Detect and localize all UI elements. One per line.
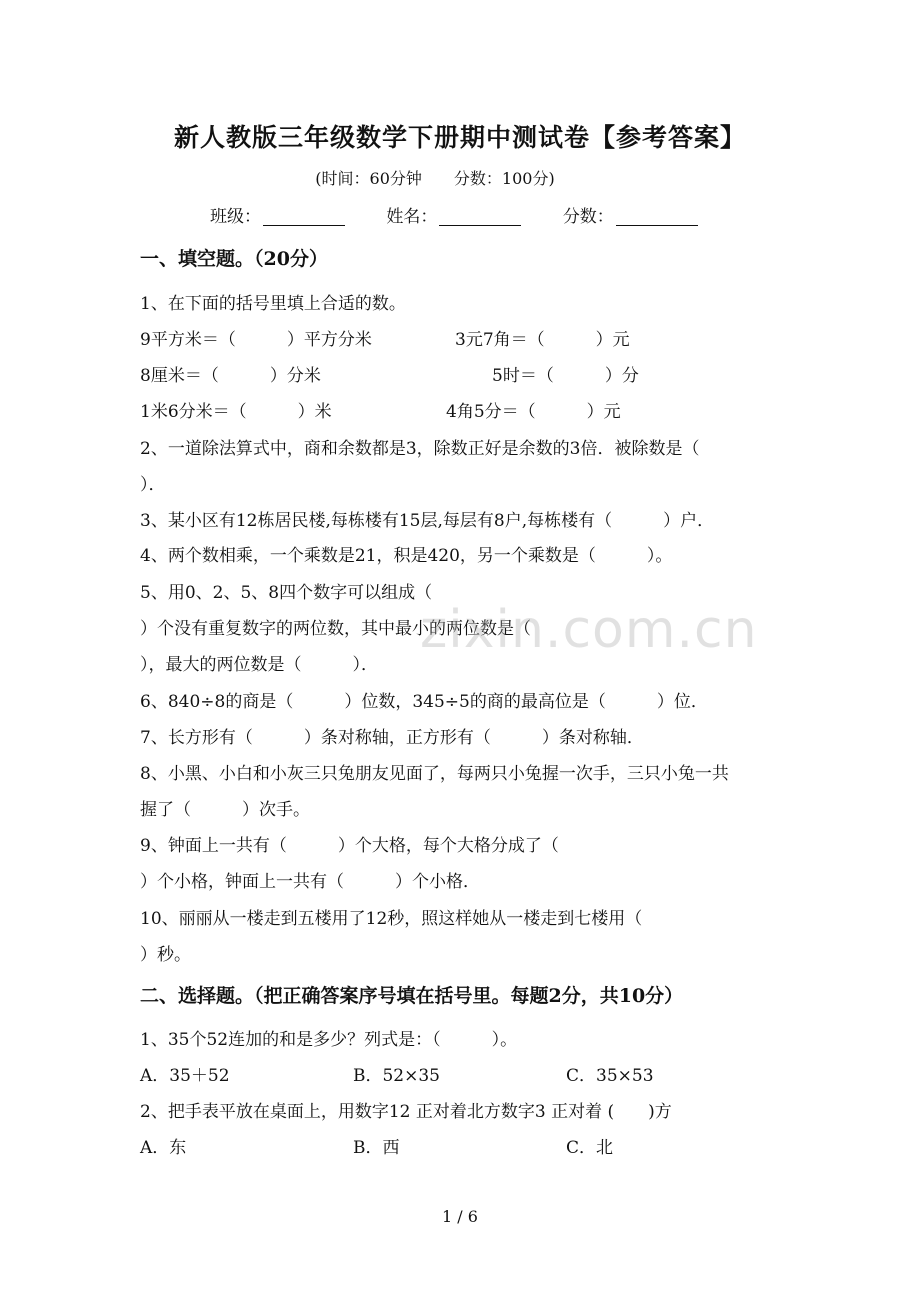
s2-q2-option-a: A．东 <box>140 1138 187 1158</box>
s1-q2-line2: ）． <box>140 475 166 495</box>
s2-q2-option-c: C．北 <box>566 1138 614 1158</box>
s1-q8-line1: 8、小黑、小白和小灰三只兔朋友见面了，每两只小兔握一次手，三只小兔一共 <box>140 764 729 784</box>
s1-q3: 3、某小区有12栋居民楼,每栋楼有15层,每层有8户,每栋楼有（ ）户． <box>140 511 715 531</box>
s1-q5-line2: ）个没有重复数字的两位数，其中最小的两位数是（ <box>140 619 531 639</box>
name-label: 姓名： <box>386 207 438 227</box>
s1-q1: 1、在下面的括号里填上合适的数。 <box>140 294 406 314</box>
score-blank <box>616 207 698 226</box>
s1-q5-line1: 5、用0、2、5、8四个数字可以组成（ <box>140 583 433 603</box>
page-title: 新人教版三年级数学下册期中测试卷【参考答案】 <box>173 123 746 152</box>
s1-q7: 7、长方形有（ ）条对称轴，正方形有（ ）条对称轴． <box>140 728 644 748</box>
exam-time-score: (时间：60分钟 分数：100分) <box>315 169 555 188</box>
s1-q1-row2b: 5时＝（ ）分 <box>492 366 639 386</box>
s2-q2: 2、把手表平放在桌面上，用数字12 正对着北方数字3 正对着 ( )方 <box>140 1102 672 1122</box>
s1-q5-line3: ），最大的两位数是（ ）． <box>140 655 378 675</box>
s1-q6: 6、840÷8的商是（ ）位数，345÷5的商的最高位是（ ）位． <box>140 692 708 712</box>
section2-heading: 二、选择题。（把正确答案序号填在括号里。每题2分，共10分） <box>140 985 684 1007</box>
s1-q1-row3b: 4角5分＝（ ）元 <box>446 402 621 422</box>
s1-q9-line2: ）个小格，钟面上一共有（ ）个小格． <box>140 872 480 892</box>
section1-heading: 一、填空题。（20分） <box>140 248 328 270</box>
s2-q1-option-c: C．35×53 <box>566 1066 654 1086</box>
page-number: 1 / 6 <box>442 1207 478 1226</box>
s1-q1-row1a: 9平方米＝（ ）平方分米 <box>140 330 372 350</box>
class-blank <box>263 207 345 226</box>
s1-q1-row1b: 3元7角＝（ ）元 <box>455 330 630 350</box>
s2-q2-option-b: B．西 <box>353 1138 400 1158</box>
watermark: zixin.com.cn <box>420 600 758 660</box>
s1-q10-line2: ）秒。 <box>140 945 191 965</box>
s1-q1-row2a: 8厘米＝（ ）分米 <box>140 366 321 386</box>
name-blank <box>439 207 521 226</box>
s1-q8-line2: 握了（ ）次手。 <box>140 800 310 820</box>
s2-q1: 1、35个52连加的和是多少？列式是：（ ）。 <box>140 1030 518 1050</box>
s1-q9-line1: 9、钟面上一共有（ ）个大格，每个大格分成了（ <box>140 836 559 856</box>
s2-q1-option-b: B．52×35 <box>353 1066 441 1086</box>
s1-q2-line1: 2、一道除法算式中，商和余数都是3，除数正好是余数的3倍．被除数是（ <box>140 439 700 459</box>
s1-q4: 4、两个数相乘，一个乘数是21，积是420，另一个乘数是（ ）。 <box>140 546 673 566</box>
s1-q1-row3a: 1米6分米＝（ ）米 <box>140 402 332 422</box>
s1-q10-line1: 10、丽丽从一楼走到五楼用了12秒，照这样她从一楼走到七楼用（ <box>140 909 643 929</box>
s2-q1-option-a: A．35＋52 <box>140 1066 230 1086</box>
score-label: 分数： <box>562 207 614 227</box>
student-info-row <box>210 202 700 227</box>
class-label: 班级： <box>210 207 261 227</box>
